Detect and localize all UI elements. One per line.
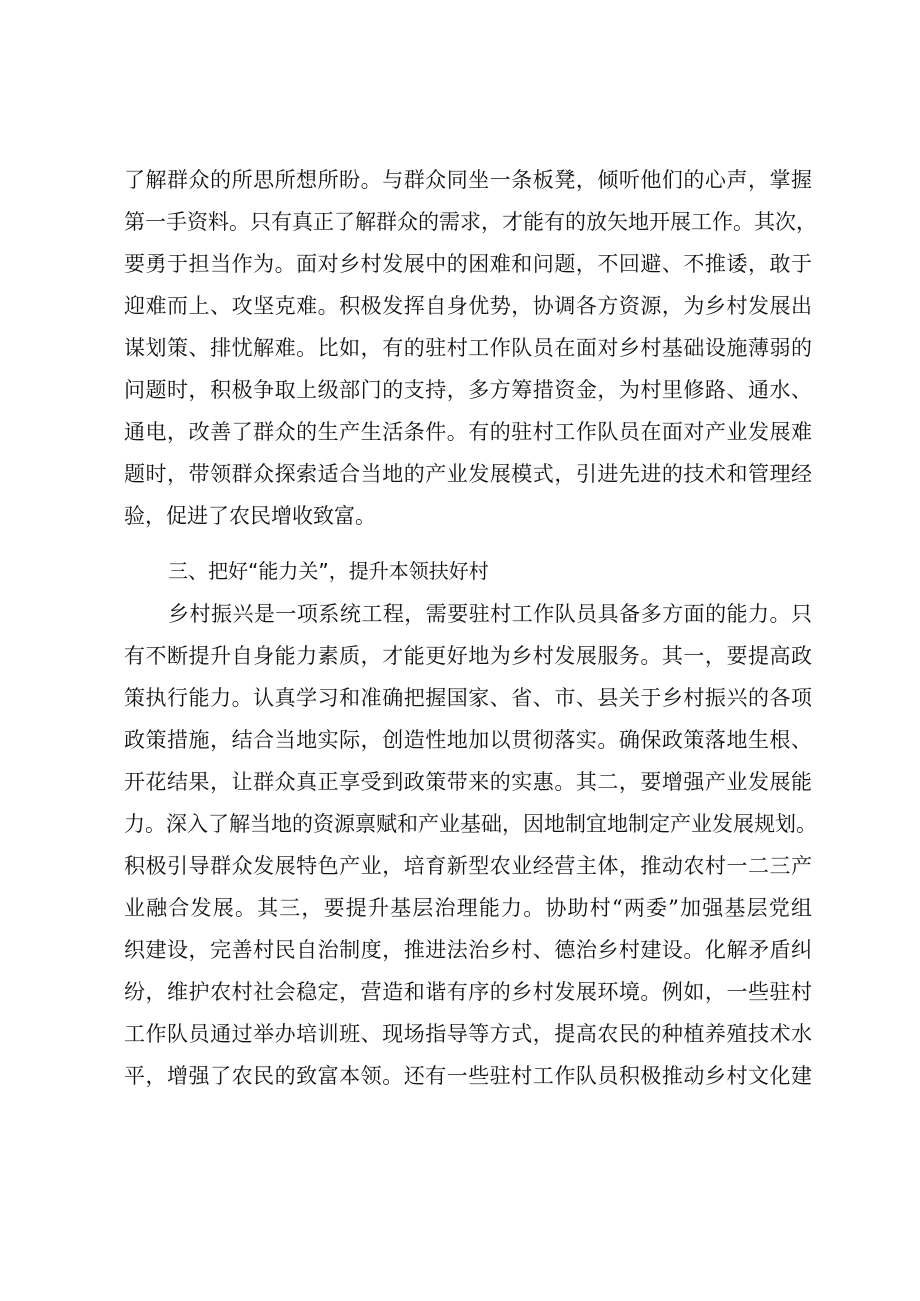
paragraph-1-line-2: 第一手资料。只有真正了解群众的需求，才能有的放矢地开展工作。其次， xyxy=(124,210,817,234)
paragraph-2-line-6: 力。深入了解当地的资源禀赋和产业基础，因地制宜地制定产业发展规划。 xyxy=(124,812,817,836)
paragraph-2-line-12: 平，增强了农民的致富本领。还有一些驻村工作队员积极推动乡村文化建 xyxy=(124,1064,812,1088)
paragraph-2-line-5: 开花结果，让群众真正享受到政策带来的实惠。其二，要增强产业发展能 xyxy=(124,770,812,794)
paragraph-1-line-3: 要勇于担当作为。面对乡村发展中的困难和问题，不回避、不推诿，敢于 xyxy=(124,252,812,276)
paragraph-2-line-3: 策执行能力。认真学习和准确把握国家、省、市、县关于乡村振兴的各项 xyxy=(124,686,812,710)
paragraph-1-line-8: 题时，带领群众探索适合当地的产业发展模式，引进先进的技术和管理经 xyxy=(124,462,812,486)
paragraph-2-line-4: 政策措施，结合当地实际，创造性地加以贯彻落实。确保政策落地生根、 xyxy=(124,728,812,752)
paragraph-2-line-11: 工作队员通过举办培训班、现场指导等方式，提高农民的种植养殖技术水 xyxy=(124,1022,812,1046)
paragraph-2-line-8: 业融合发展。其三，要提升基层治理能力。协助村“两委”加强基层党组 xyxy=(124,896,812,920)
paragraph-2-line-2: 有不断提升自身能力素质，才能更好地为乡村发展服务。其一，要提高政 xyxy=(124,644,812,668)
paragraph-1-line-6: 问题时，积极争取上级部门的支持，多方筹措资金，为村里修路、通水、 xyxy=(124,378,812,402)
paragraph-1-line-7: 通电，改善了群众的生产生活条件。有的驻村工作队员在面对产业发展难 xyxy=(124,420,812,444)
paragraph-1-line-1: 了解群众的所思所想所盼。与群众同坐一条板凳，倾听他们的心声，掌握 xyxy=(124,168,812,192)
paragraph-1-line-5: 谋划策、排忧解难。比如，有的驻村工作队员在面对乡村基础设施薄弱的 xyxy=(124,336,812,360)
paragraph-2-line-9: 织建设，完善村民自治制度，推进法治乡村、德治乡村建设。化解矛盾纠 xyxy=(124,938,812,962)
paragraph-2-line-10: 纷，维护农村社会稳定，营造和谐有序的乡村发展环境。例如，一些驻村 xyxy=(124,980,812,1004)
paragraph-1-line-4: 迎难而上、攻坚克难。积极发挥自身优势，协调各方资源，为乡村发展出 xyxy=(124,294,812,318)
section-heading: 三、把好“能力关”，提升本领扶好村 xyxy=(168,559,489,583)
paragraph-1-line-9: 验，促进了农民增收致富。 xyxy=(124,504,376,528)
paragraph-2-line-1: 乡村振兴是一项系统工程，需要驻村工作队员具备多方面的能力。只 xyxy=(168,602,812,626)
paragraph-2-line-7: 积极引导群众发展特色产业，培育新型农业经营主体，推动农村一二三产 xyxy=(124,854,812,878)
